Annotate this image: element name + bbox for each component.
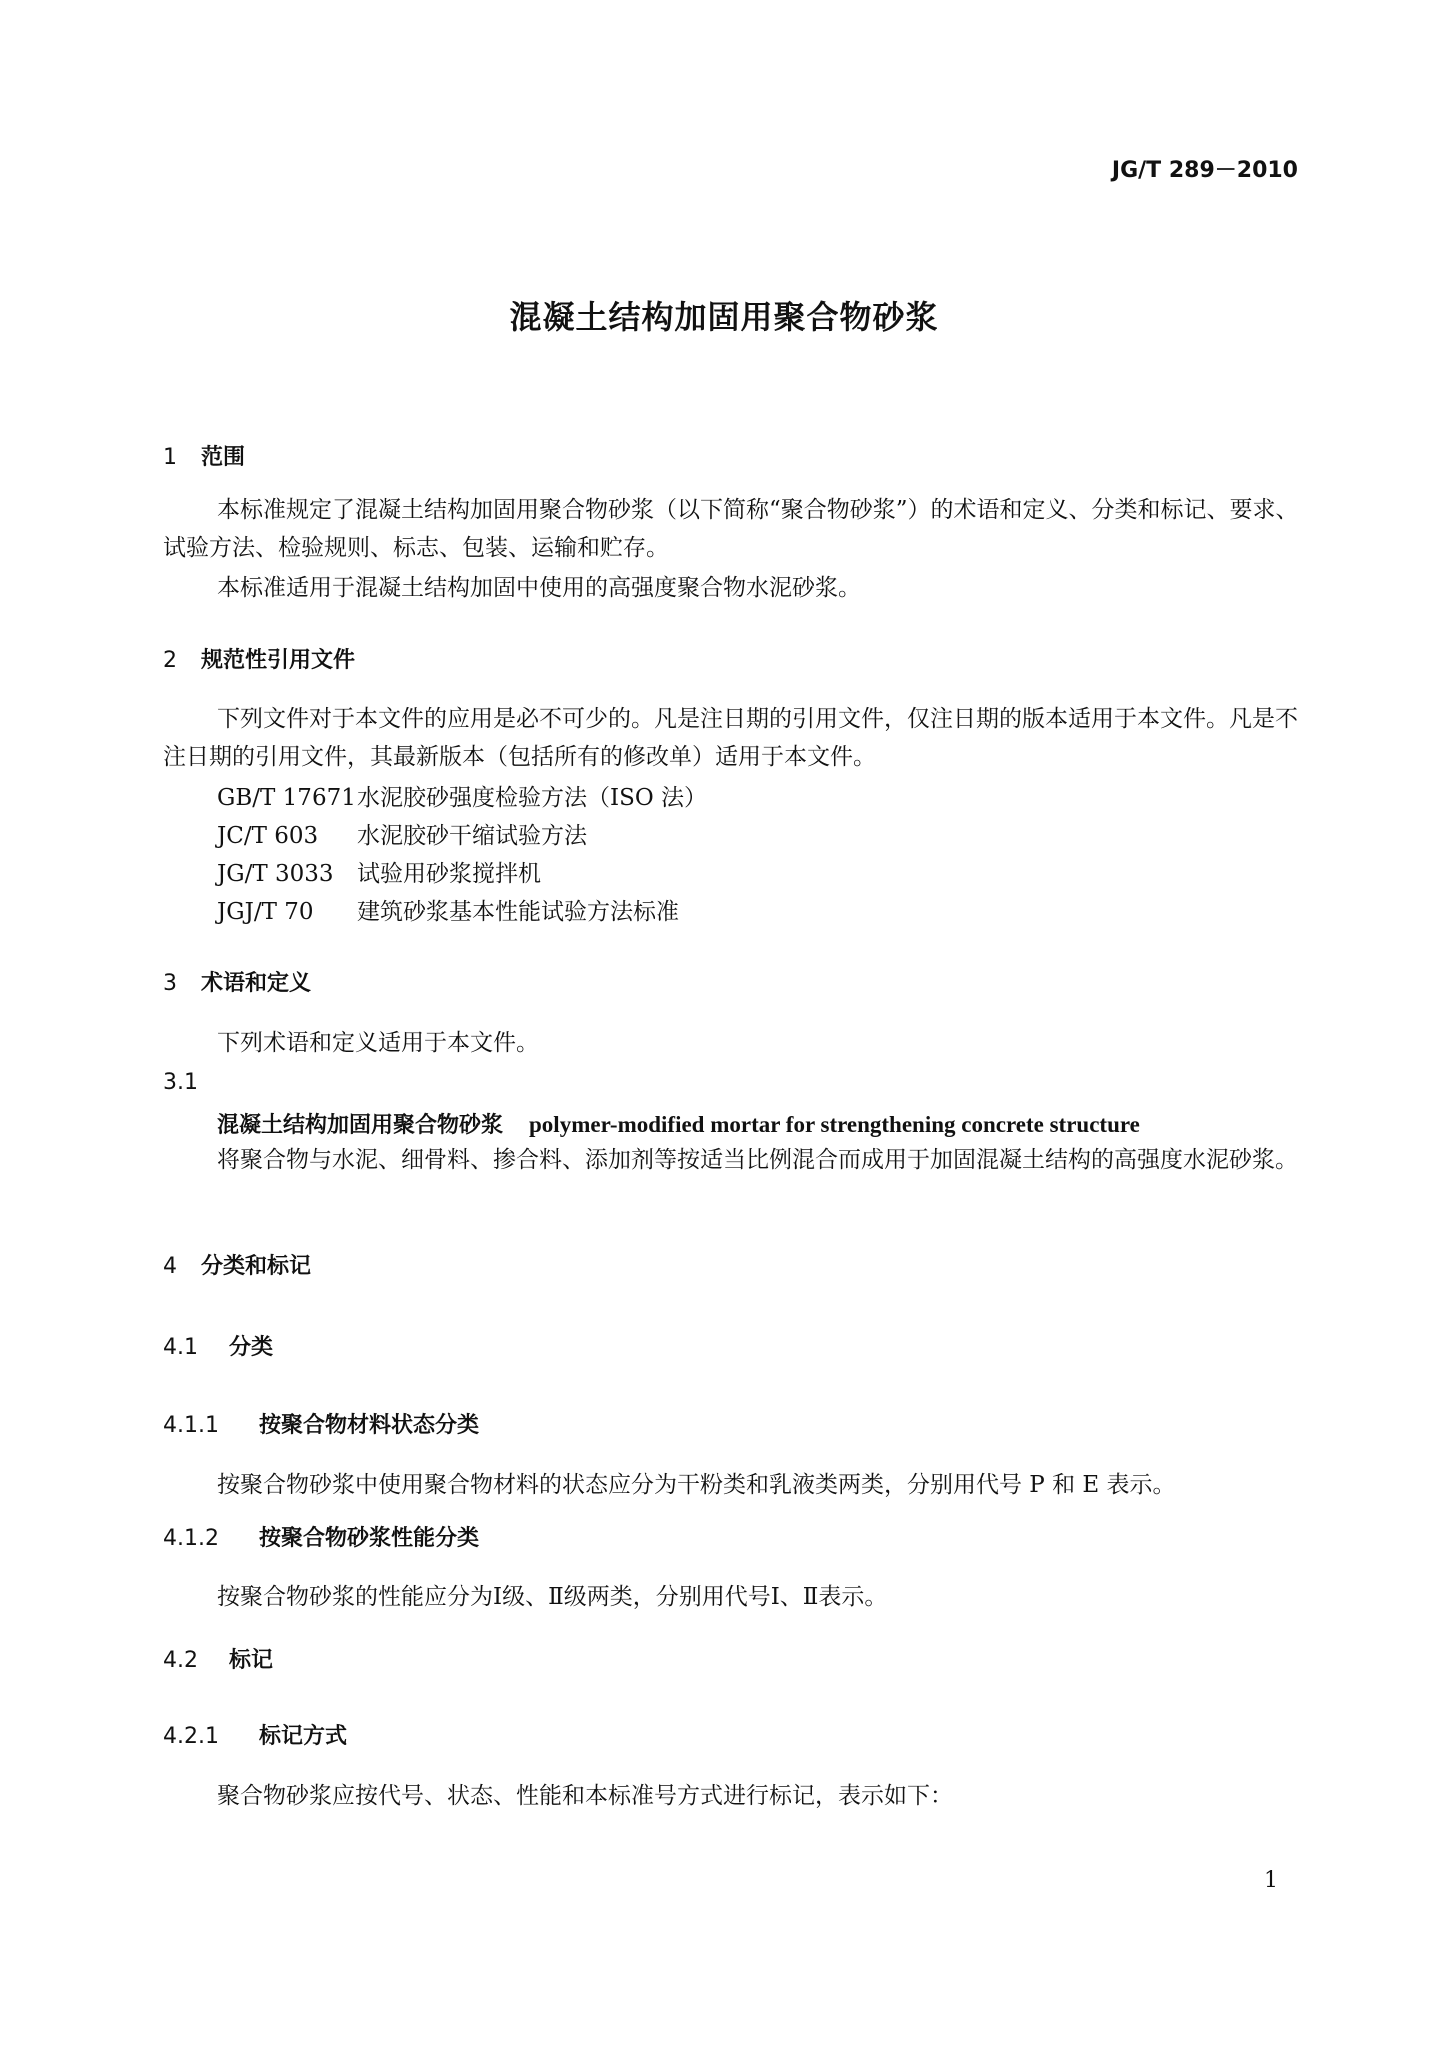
reference-name: 水泥胶砂干缩试验方法 [357,823,587,849]
reference-item [217,894,679,931]
document-title: 混凝土结构加固用聚合物砂浆 [509,298,939,336]
section-title: 范围 [201,445,246,470]
section-number: 4.2.1 [163,1724,219,1749]
standard-number: JG/T 289－2010 [1111,158,1298,183]
reference-item [217,780,707,817]
section-number: 4.1.1 [163,1413,219,1438]
section-title: 规范性引用文件 [201,648,356,673]
term-definition: 将聚合物与水泥、细骨料、掺合料、添加剂等按适当比例混合而成用于加固混凝土结构的高强度水泥砂浆。 [217,1147,1298,1173]
section-4-2-1-heading [163,1719,347,1750]
section-title: 标记方式 [259,1724,348,1749]
section-number: 4 [163,1254,177,1279]
section-2-heading [163,643,355,674]
reference-name: 水泥胶砂强度检验方法（ISO 法） [357,785,708,811]
section-4-2-1-paragraph: 聚合物砂浆应按代号、状态、性能和本标准号方式进行标记，表示如下： [217,1783,953,1809]
section-1-heading [163,440,245,471]
section-4-1-1-paragraph: 按聚合物砂浆中使用聚合物材料的状态应分为干粉类和乳液类两类，分别用代号 P 和 E 表示。 [217,1472,1176,1498]
section-title: 按聚合物砂浆性能分类 [259,1526,480,1551]
section-number: 4.1.2 [163,1526,219,1551]
term-english: polymer-modified mortar for strengthening concrete structure [529,1112,1140,1137]
page-number: 1 [1264,1868,1278,1893]
section-4-1-1-heading [163,1408,479,1439]
section-number: 3 [163,971,177,996]
reference-code: JG/T 3033 [217,861,334,887]
section-4-1-heading [163,1330,273,1361]
section-number: 2 [163,648,177,673]
term-chinese: 混凝土结构加固用聚合物砂浆 [217,1112,504,1138]
section-number: 1 [163,445,177,470]
section-title: 分类和标记 [201,1254,312,1279]
section-title: 分类 [229,1335,274,1360]
reference-code: JC/T 603 [217,823,319,849]
reference-code: JGJ/T 70 [217,899,314,925]
term-entry [217,1108,1140,1139]
section-title: 标记 [229,1648,274,1673]
section-title: 术语和定义 [201,971,312,996]
reference-code: GB/T 17671 [217,785,356,811]
section-number: 4.1 [163,1335,198,1360]
section-title: 按聚合物材料状态分类 [259,1413,480,1438]
section-number: 4.2 [163,1648,198,1673]
section-4-1-2-heading [163,1521,479,1552]
subsection-3-1-number: 3.1 [163,1070,198,1095]
section-4-2-heading [163,1643,273,1674]
section-4-1-2-paragraph: 按聚合物砂浆的性能应分为Ⅰ级、Ⅱ级两类，分别用代号Ⅰ、Ⅱ表示。 [217,1584,888,1610]
reference-name: 试验用砂浆搅拌机 [357,861,541,887]
section-4-heading [163,1249,311,1280]
section-1-paragraph-1: 本标准规定了混凝土结构加固用聚合物砂浆（以下简称“聚合物砂浆”）的术语和定义、分类和标记、要求、试验方法、检验规则、标志、包装、运输和贮存。 [163,497,1299,561]
section-1-paragraph-2: 本标准适用于混凝土结构加固中使用的高强度聚合物水泥砂浆。 [217,575,861,601]
section-3-paragraph-1: 下列术语和定义适用于本文件。 [217,1030,539,1056]
section-2-paragraph-1: 下列文件对于本文件的应用是必不可少的。凡是注日期的引用文件，仅注日期的版本适用于本文件。凡是不注日期的引用文件，其最新版本（包括所有的修改单）适用于本文件。 [163,706,1298,770]
section-3-heading [163,966,311,997]
reference-item [217,818,587,855]
reference-name: 建筑砂浆基本性能试验方法标准 [357,899,679,925]
reference-item [217,856,541,893]
